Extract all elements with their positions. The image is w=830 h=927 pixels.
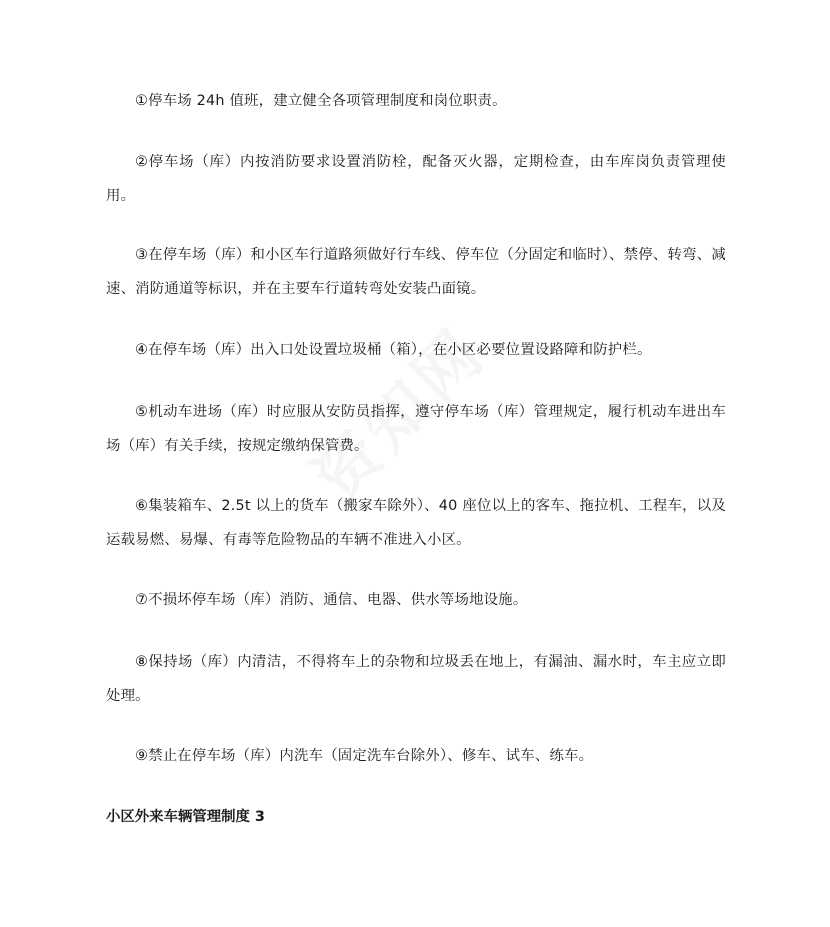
section-heading: 小区外来车辆管理制度 3 bbox=[106, 809, 265, 825]
paragraph-2: ②停车场（库）内按消防要求设置消防栓，配备灭火器，定期检查，由车库岗负责管理使用。 bbox=[106, 154, 726, 204]
paragraph-4: ④在停车场（库）出入口处设置垃圾桶（箱），在小区必要位置设路障和防护栏。 bbox=[135, 342, 652, 358]
paragraph-6: ⑥集装箱车、2.5t 以上的货车（搬家车除外）、40 座位以上的客车、拖拉机、工程车，以及运载易燃、易爆、有毒等危险物品的车辆不准进入小区。 bbox=[106, 498, 726, 548]
paragraph-7: ⑦不损坏停车场（库）消防、通信、电器、供水等场地设施。 bbox=[135, 592, 528, 608]
paragraph-9: ⑨禁止在停车场（库）内洗车（固定洗车台除外）、修车、试车、练车。 bbox=[135, 748, 594, 764]
paragraph-1: ①停车场 24h 值班，建立健全各项管理制度和岗位职责。 bbox=[135, 93, 507, 109]
paragraph-3: ③在停车场（库）和小区车行道路须做好行车线、停车位（分固定和临时）、禁停、转弯、减速、消防通道等标识，并在主要车行道转弯处安装凸面镜。 bbox=[106, 247, 726, 297]
paragraph-8: ⑧保持场（库）内清洁，不得将车上的杂物和垃圾丢在地上，有漏油、漏水时，车主应立即处理。 bbox=[106, 654, 726, 704]
paragraph-5: ⑤机动车进场（库）时应服从安防员指挥，遵守停车场（库）管理规定，履行机动车进出车场（库）有关手续，按规定缴纳保管费。 bbox=[106, 404, 726, 454]
